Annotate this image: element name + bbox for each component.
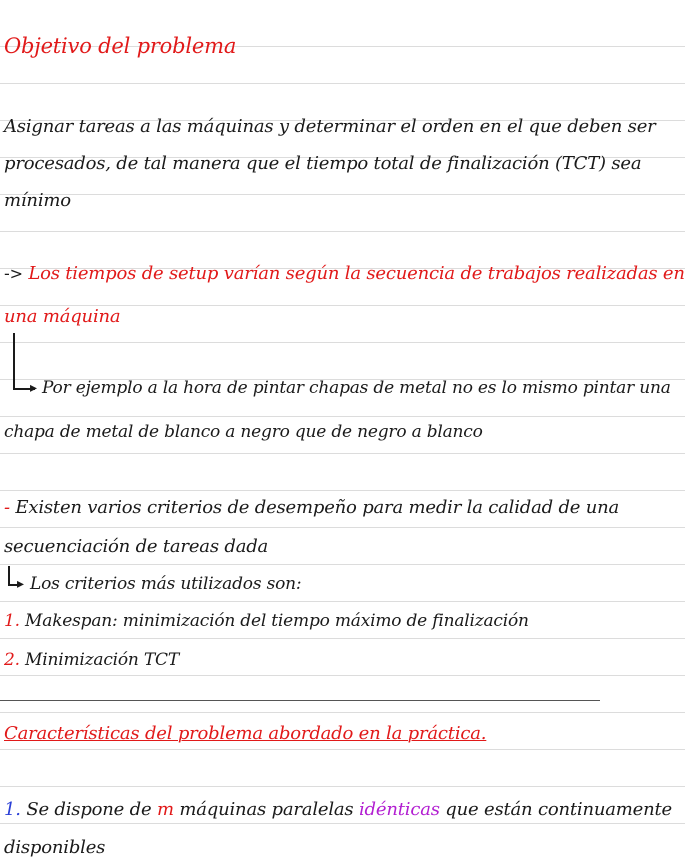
sub-bracket-vertical: [8, 566, 10, 584]
criteria-text-2: secuenciación de tareas dada: [4, 536, 269, 557]
feature-item-1-text-d: que están continuamente: [445, 799, 672, 820]
criteria-subhead: [30, 570, 594, 598]
section-title-caracteristicas: [4, 720, 594, 748]
section2-title-text: Características del problema abordado en la práctica.: [4, 723, 487, 744]
setup-note-text-2: una máquina: [4, 306, 121, 327]
feature-item-1: [4, 796, 672, 824]
criteria-item-1: [4, 607, 594, 635]
setup-note-line-2: [4, 303, 594, 331]
setup-note-text-1: Los tiempos de setup varían según la secuencia de trabajos realizadas en: [28, 263, 685, 284]
feature-item-1-text-a: Se dispone de: [26, 799, 152, 820]
criteria-item-2-number: 2.: [4, 650, 20, 670]
criteria-line-1: [4, 494, 620, 522]
example-line-1: [42, 374, 671, 402]
setup-note-line-1: [4, 260, 685, 288]
criteria-item-1-number: 1.: [4, 611, 20, 631]
feature-item-1-number: 1.: [4, 799, 21, 820]
feature-item-1-line-2: [4, 834, 594, 862]
section-title-objetivo: [4, 32, 594, 60]
criteria-item-1-text: Makespan: minimización del tiempo máximo de finalización: [25, 611, 529, 631]
objective-text-2: procesados, de tal manera que el tiempo total de finalización (TCT) sea: [4, 153, 642, 174]
example-text-2: chapa de metal de blanco a negro que de negro a blanco: [4, 422, 483, 442]
feature-item-1-text-e: disponibles: [4, 837, 106, 858]
section-title-text: Objetivo del problema: [4, 34, 237, 58]
objective-line-2: [4, 150, 642, 178]
criteria-subhead-text: Los criterios más utilizados son:: [30, 574, 302, 594]
criteria-text-1: Existen varios criterios de desempeño para medir la calidad de una: [15, 497, 620, 518]
feature-item-1-text-c: idénticas: [359, 799, 440, 820]
objective-text-1: Asignar tareas a las máquinas y determinar el orden en el que deben ser: [4, 116, 656, 137]
example-text-1: Por ejemplo a la hora de pintar chapas de metal no es lo mismo pintar una: [42, 378, 671, 398]
criteria-line-2: [4, 533, 594, 561]
example-line-2: [4, 418, 594, 446]
criteria-item-2: [4, 646, 594, 674]
objective-text-3: mínimo: [4, 190, 71, 211]
bracket-arrow-icon: ▸: [30, 380, 38, 396]
objective-line-3: [4, 187, 594, 215]
sub-bracket-arrow-icon: ▸: [17, 576, 25, 592]
section-divider: [0, 700, 600, 701]
feature-item-1-text-b: máquinas paralelas: [179, 799, 354, 820]
dash-marker: -: [4, 497, 10, 518]
objective-line-1: [4, 113, 656, 141]
arrow-marker: ->: [4, 264, 23, 283]
criteria-item-2-text: Minimización TCT: [25, 650, 179, 670]
feature-item-1-m: m: [156, 799, 174, 820]
bracket-vertical: [13, 333, 15, 388]
